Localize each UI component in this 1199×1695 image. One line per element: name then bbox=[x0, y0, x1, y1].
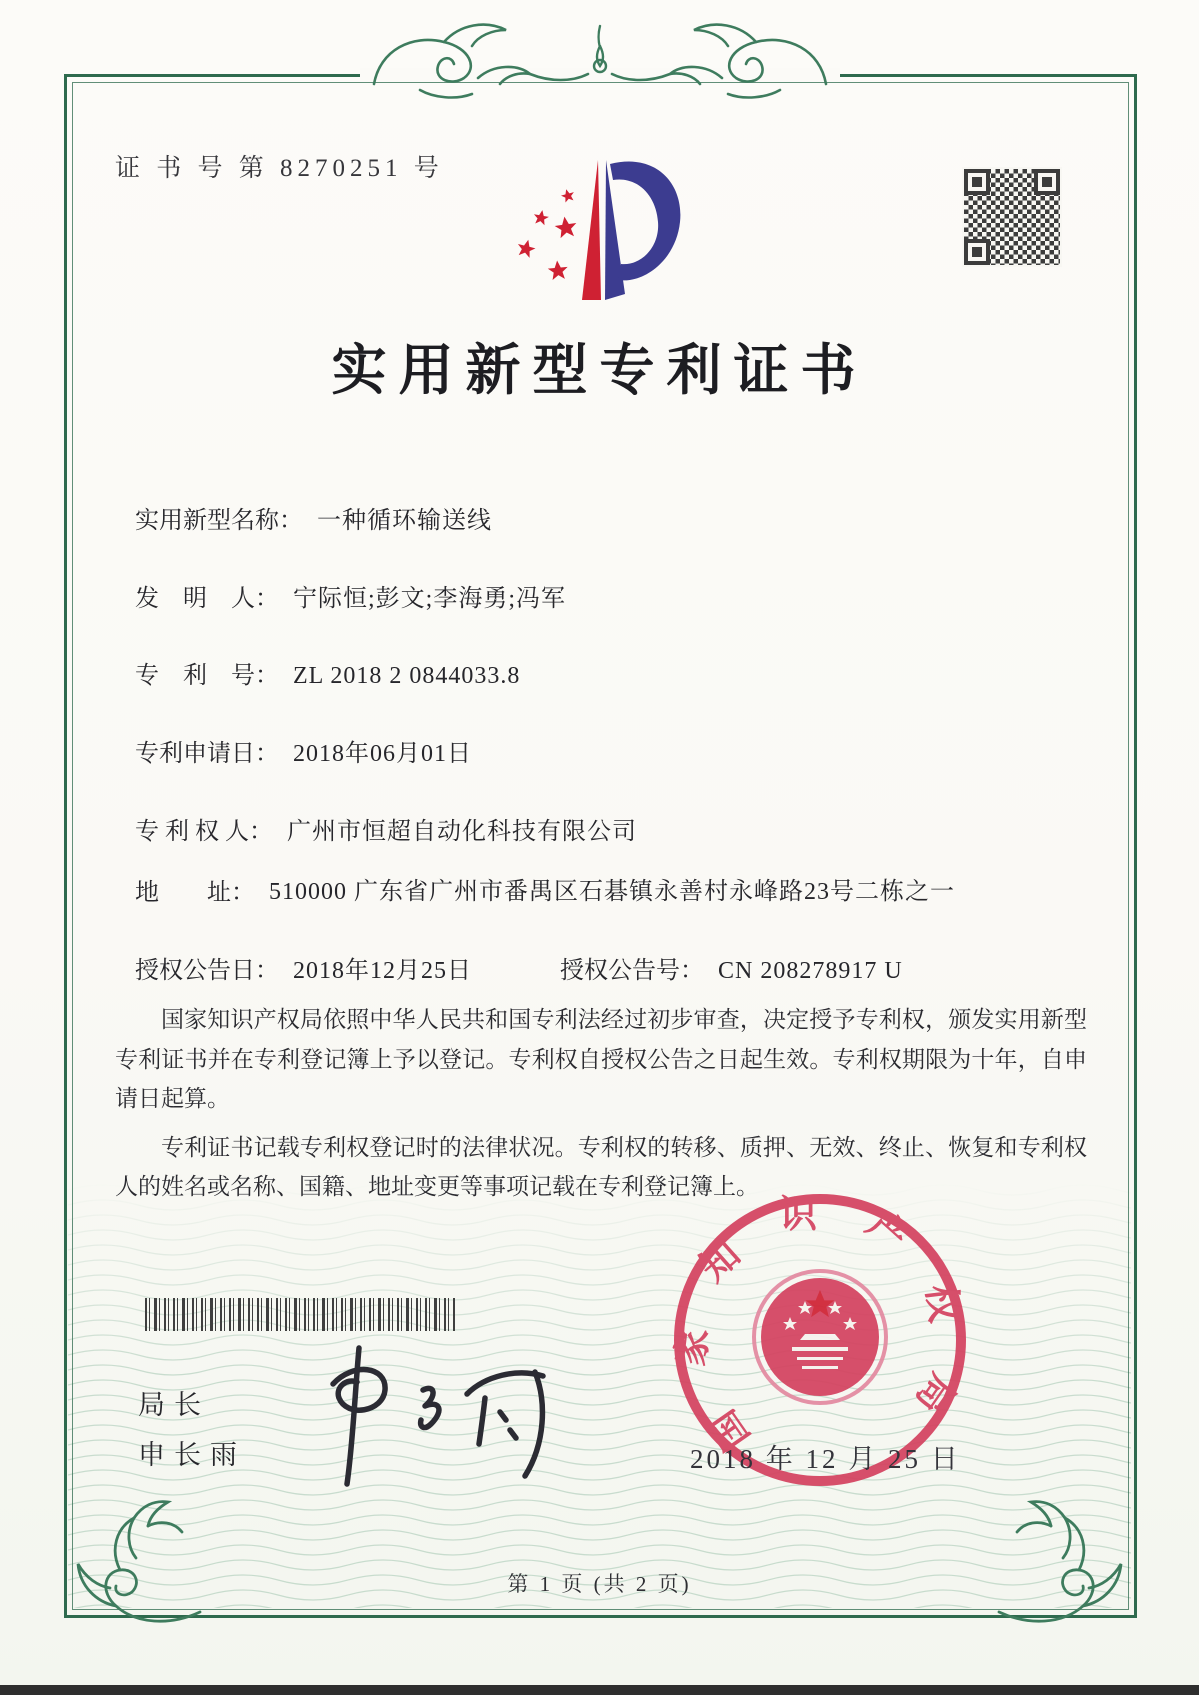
field-value: ZL 2018 2 0844033.8 bbox=[293, 663, 521, 689]
field-label: 发 明 人： bbox=[135, 586, 279, 612]
field-value: 宁际恒;彭文;李海勇;冯军 bbox=[293, 586, 567, 612]
scan-edge bbox=[0, 1685, 1199, 1695]
seal-date: 2018 年 12 月 25 日 bbox=[690, 1444, 961, 1474]
field-label: 授权公告日： bbox=[135, 958, 279, 984]
field-label: 实用新型名称： bbox=[135, 508, 303, 534]
flourish-bottom-left bbox=[50, 1490, 230, 1630]
signer-block bbox=[138, 1380, 246, 1480]
field-row-patent-number bbox=[135, 655, 520, 690]
signer-title: 局长 bbox=[138, 1390, 210, 1420]
director-signature bbox=[295, 1332, 585, 1502]
field-row-address bbox=[135, 872, 999, 912]
field-label: 专利申请日： bbox=[135, 741, 279, 767]
field-label: 授权公告号： bbox=[560, 958, 704, 984]
qr-finder-bottom-left bbox=[964, 239, 990, 265]
field-pair-grant-number bbox=[560, 950, 903, 985]
field-row-patentee bbox=[135, 811, 637, 846]
seal-text: 国家知识产权局 bbox=[670, 1194, 970, 1458]
certificate-title: 实用新型专利证书 bbox=[331, 340, 868, 401]
field-row-filing-date bbox=[135, 733, 472, 768]
field-value: 一种循环输送线 bbox=[317, 508, 492, 534]
legal-text-block bbox=[115, 1000, 1087, 1216]
certificate-number: 证 书 号 第 8270251 号 bbox=[115, 155, 444, 182]
field-value: CN 208278917 U bbox=[718, 958, 903, 984]
page-number: 第 1 页 (共 2 页) bbox=[507, 1572, 692, 1596]
field-row-name bbox=[135, 500, 492, 535]
legal-paragraph-2: 专利证书记载专利权登记时的法律状况。专利权的转移、质押、无效、终止、恢复和专利权人的姓名或名称、国籍、地址变更等事项记载在专利登记簿上。 bbox=[115, 1134, 1087, 1199]
field-value: 广州市恒超自动化科技有限公司 bbox=[287, 819, 637, 845]
cnipa-logo-icon bbox=[460, 138, 690, 313]
field-row-inventor bbox=[135, 578, 566, 613]
qr-code bbox=[962, 167, 1062, 267]
field-row-grant bbox=[135, 950, 903, 985]
field-label: 专 利 号： bbox=[135, 663, 279, 689]
field-label: 地 址： bbox=[135, 880, 255, 906]
field-value: 510000 广东省广州市番禺区石碁镇永善村永峰路23号二栋之一 bbox=[269, 879, 955, 905]
field-value: 2018年12月25日 bbox=[293, 958, 472, 984]
signer-name: 申长雨 bbox=[138, 1440, 246, 1470]
field-label: 专 利 权 人： bbox=[135, 819, 273, 845]
flourish-bottom-right bbox=[969, 1490, 1149, 1630]
border-ornament-top bbox=[360, 6, 840, 118]
barcode bbox=[145, 1298, 457, 1331]
qr-finder-top-right bbox=[1034, 169, 1060, 195]
qr-finder-top-left bbox=[964, 169, 990, 195]
legal-paragraph-1: 国家知识产权局依照中华人民共和国专利法经过初步审查，决定授予专利权，颁发实用新型专利证书并在专利登记簿上予以登记。专利权自授权公告之日起生效。专利权期限为十年，自申请日起算。 bbox=[115, 1007, 1087, 1111]
field-value: 2018年06月01日 bbox=[293, 741, 472, 767]
